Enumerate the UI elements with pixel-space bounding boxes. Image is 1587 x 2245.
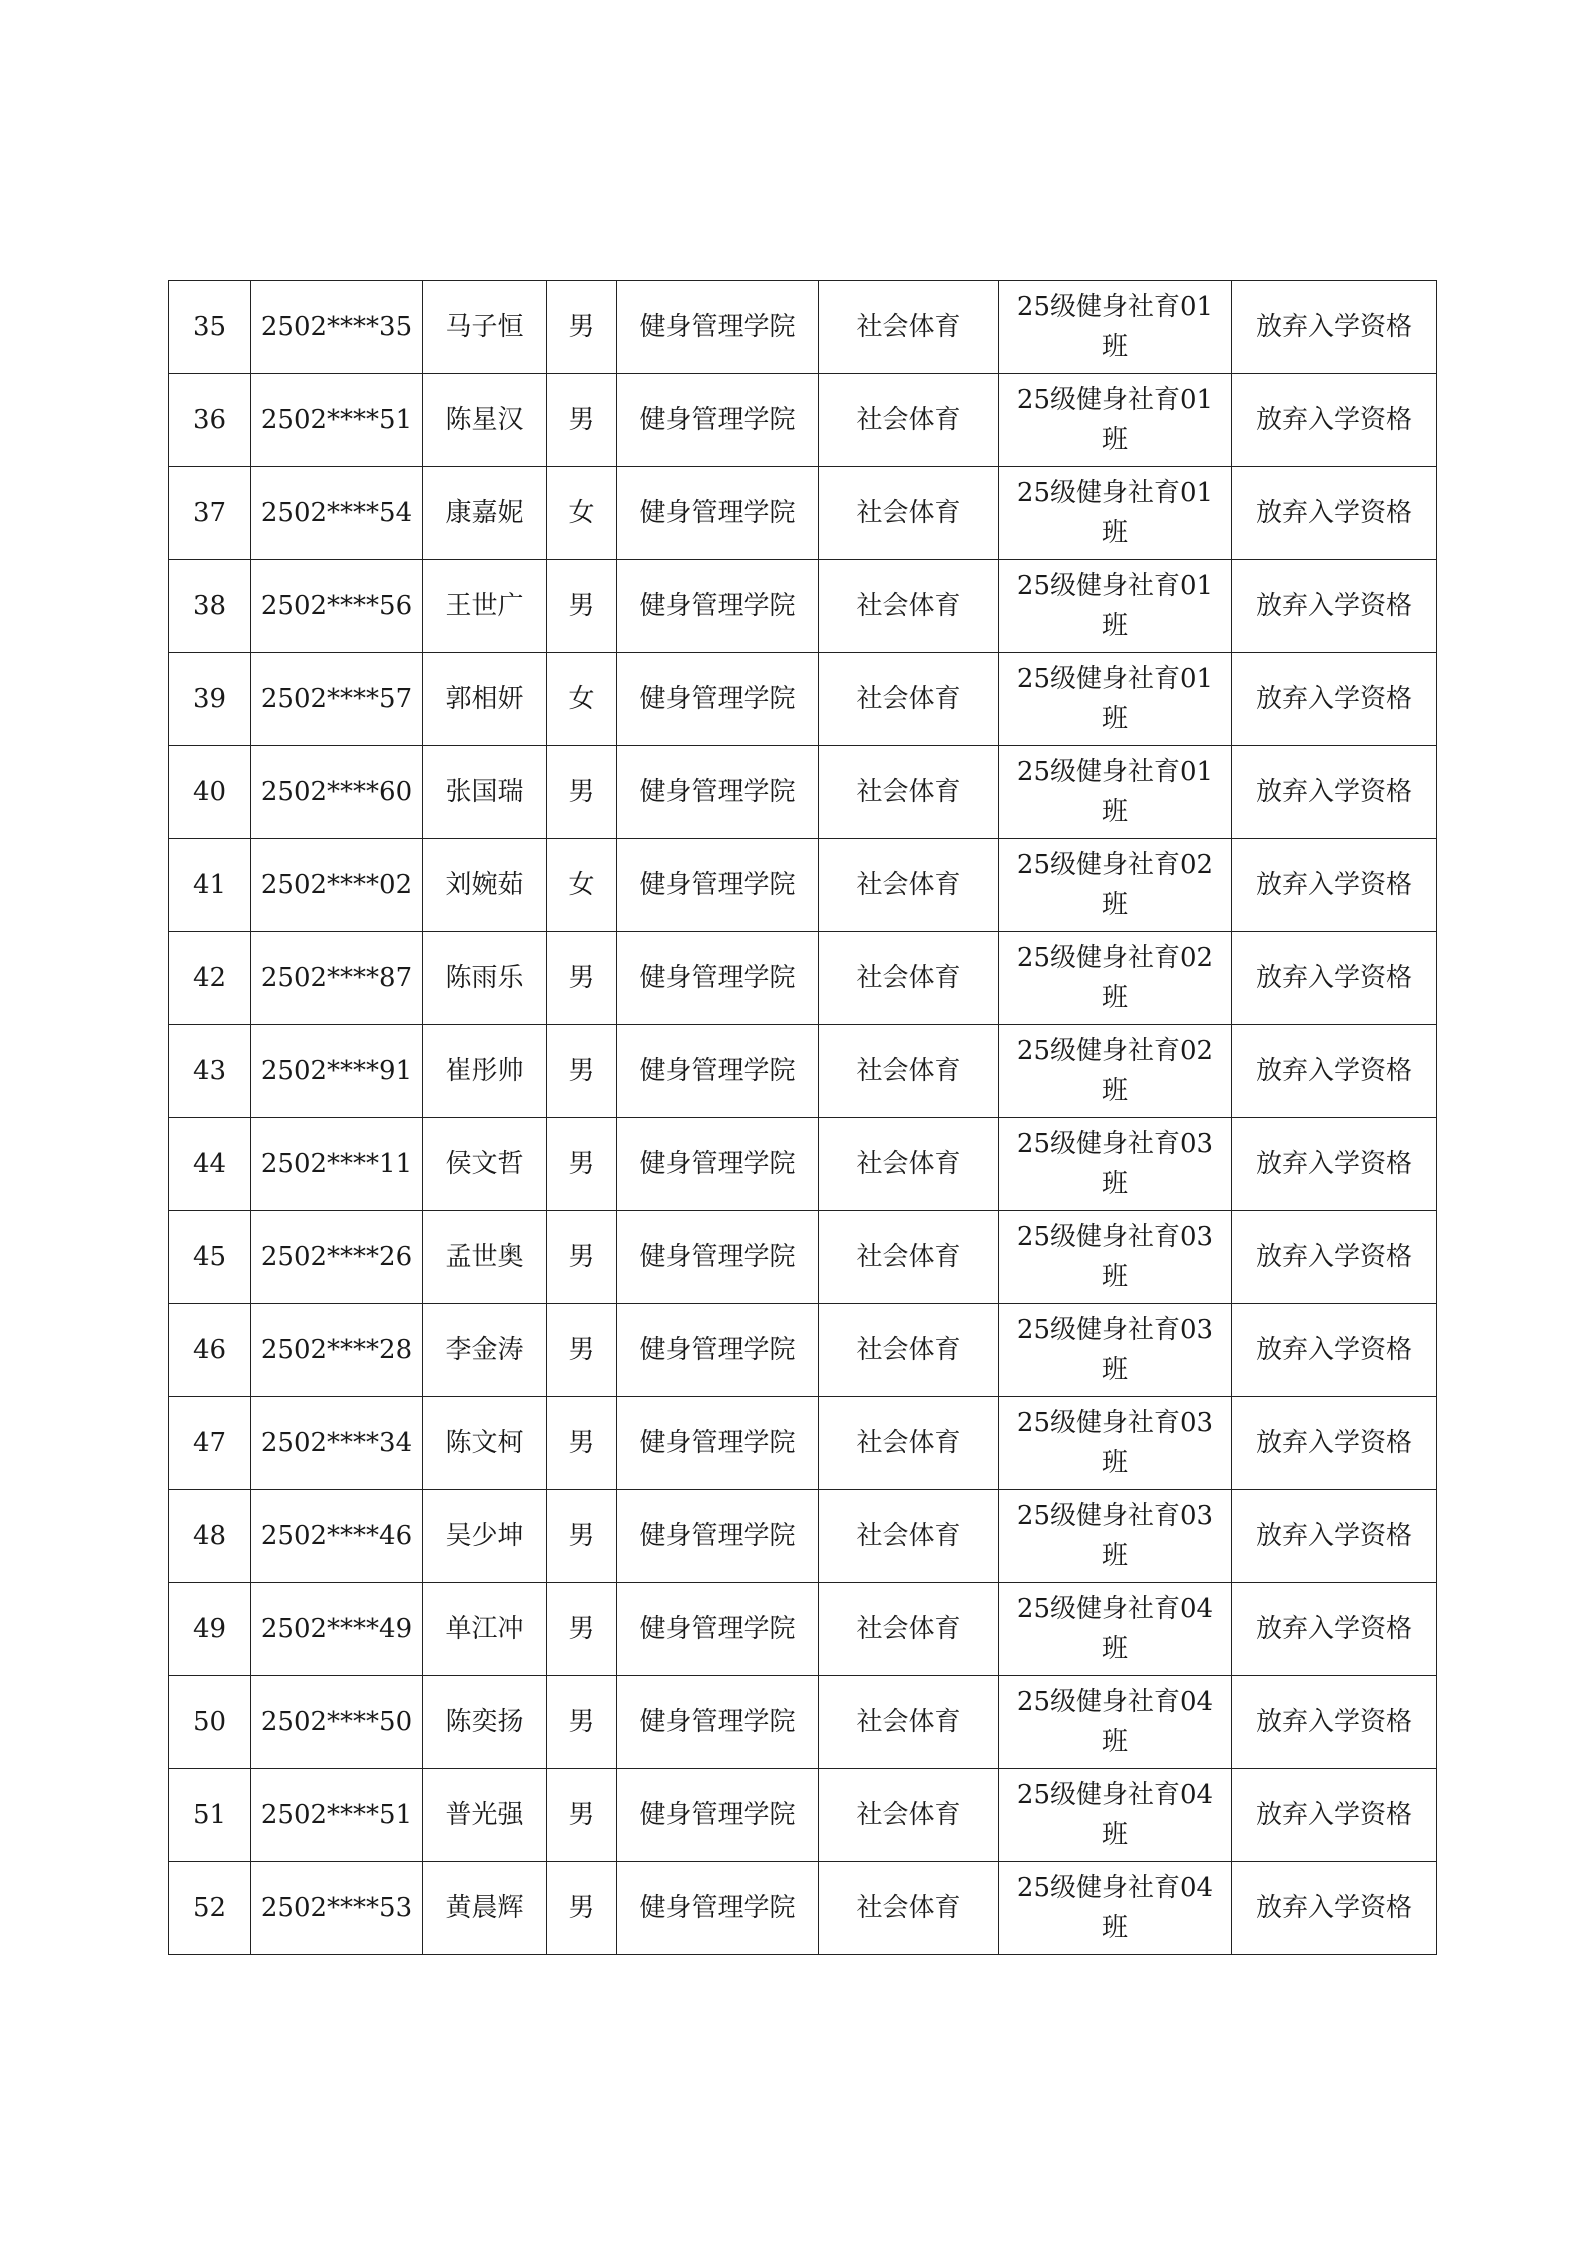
college-cell: 健身管理学院 [617,560,819,653]
gender-cell: 男 [547,281,617,374]
table-row [169,467,1437,560]
table-row [169,1769,1437,1862]
major-cell: 社会体育 [819,1676,999,1769]
gender-cell: 男 [547,374,617,467]
row-number-cell: 37 [169,467,251,560]
gender-cell: 女 [547,467,617,560]
student-name-cell: 李金涛 [423,1304,547,1397]
status-cell: 放弃入学资格 [1232,1118,1437,1211]
status-cell: 放弃入学资格 [1232,932,1437,1025]
status-cell: 放弃入学资格 [1232,281,1437,374]
college-cell: 健身管理学院 [617,1304,819,1397]
major-cell: 社会体育 [819,932,999,1025]
status-cell: 放弃入学资格 [1232,746,1437,839]
class-cell: 25级健身社育01班 [999,467,1232,560]
gender-cell: 男 [547,932,617,1025]
college-cell: 健身管理学院 [617,1211,819,1304]
class-cell: 25级健身社育02班 [999,1025,1232,1118]
class-cell: 25级健身社育01班 [999,746,1232,839]
major-cell: 社会体育 [819,1211,999,1304]
student-table [168,280,1437,1955]
gender-cell: 男 [547,1862,617,1955]
row-number-cell: 47 [169,1397,251,1490]
college-cell: 健身管理学院 [617,1397,819,1490]
college-cell: 健身管理学院 [617,1583,819,1676]
student-id-cell: 2502****51 [251,1769,423,1862]
college-cell: 健身管理学院 [617,374,819,467]
class-cell: 25级健身社育02班 [999,932,1232,1025]
student-name-cell: 马子恒 [423,281,547,374]
status-cell: 放弃入学资格 [1232,653,1437,746]
student-id-cell: 2502****54 [251,467,423,560]
table-row [169,653,1437,746]
row-number-cell: 48 [169,1490,251,1583]
college-cell: 健身管理学院 [617,467,819,560]
college-cell: 健身管理学院 [617,653,819,746]
class-cell: 25级健身社育03班 [999,1118,1232,1211]
table-row [169,1211,1437,1304]
student-name-cell: 侯文哲 [423,1118,547,1211]
major-cell: 社会体育 [819,1583,999,1676]
major-cell: 社会体育 [819,653,999,746]
student-id-cell: 2502****87 [251,932,423,1025]
gender-cell: 男 [547,1676,617,1769]
student-id-cell: 2502****51 [251,374,423,467]
status-cell: 放弃入学资格 [1232,467,1437,560]
status-cell: 放弃入学资格 [1232,839,1437,932]
major-cell: 社会体育 [819,1304,999,1397]
class-cell: 25级健身社育03班 [999,1211,1232,1304]
student-name-cell: 普光强 [423,1769,547,1862]
table-row [169,560,1437,653]
table-row [169,839,1437,932]
status-cell: 放弃入学资格 [1232,1025,1437,1118]
college-cell: 健身管理学院 [617,746,819,839]
student-id-cell: 2502****34 [251,1397,423,1490]
table-row [169,1862,1437,1955]
class-cell: 25级健身社育03班 [999,1490,1232,1583]
major-cell: 社会体育 [819,560,999,653]
major-cell: 社会体育 [819,1025,999,1118]
college-cell: 健身管理学院 [617,932,819,1025]
student-id-cell: 2502****26 [251,1211,423,1304]
status-cell: 放弃入学资格 [1232,1211,1437,1304]
status-cell: 放弃入学资格 [1232,374,1437,467]
student-name-cell: 陈文柯 [423,1397,547,1490]
row-number-cell: 52 [169,1862,251,1955]
gender-cell: 男 [547,746,617,839]
student-id-cell: 2502****11 [251,1118,423,1211]
class-cell: 25级健身社育01班 [999,653,1232,746]
student-name-cell: 孟世奥 [423,1211,547,1304]
status-cell: 放弃入学资格 [1232,1769,1437,1862]
major-cell: 社会体育 [819,281,999,374]
class-cell: 25级健身社育02班 [999,839,1232,932]
student-id-cell: 2502****53 [251,1862,423,1955]
college-cell: 健身管理学院 [617,281,819,374]
student-name-cell: 郭相妍 [423,653,547,746]
student-id-cell: 2502****28 [251,1304,423,1397]
status-cell: 放弃入学资格 [1232,1676,1437,1769]
row-number-cell: 42 [169,932,251,1025]
status-cell: 放弃入学资格 [1232,1490,1437,1583]
row-number-cell: 44 [169,1118,251,1211]
table-row [169,1676,1437,1769]
student-name-cell: 刘婉茹 [423,839,547,932]
student-id-cell: 2502****60 [251,746,423,839]
status-cell: 放弃入学资格 [1232,1862,1437,1955]
table-row [169,1025,1437,1118]
class-cell: 25级健身社育01班 [999,374,1232,467]
class-cell: 25级健身社育03班 [999,1304,1232,1397]
college-cell: 健身管理学院 [617,1862,819,1955]
major-cell: 社会体育 [819,1769,999,1862]
table-row [169,1304,1437,1397]
table-row [169,746,1437,839]
student-id-cell: 2502****56 [251,560,423,653]
table-row [169,1397,1437,1490]
major-cell: 社会体育 [819,746,999,839]
gender-cell: 男 [547,1769,617,1862]
gender-cell: 男 [547,1304,617,1397]
major-cell: 社会体育 [819,1397,999,1490]
gender-cell: 男 [547,1211,617,1304]
status-cell: 放弃入学资格 [1232,1583,1437,1676]
class-cell: 25级健身社育03班 [999,1397,1232,1490]
college-cell: 健身管理学院 [617,1025,819,1118]
student-name-cell: 张国瑞 [423,746,547,839]
major-cell: 社会体育 [819,1118,999,1211]
gender-cell: 女 [547,653,617,746]
college-cell: 健身管理学院 [617,1769,819,1862]
class-cell: 25级健身社育04班 [999,1583,1232,1676]
row-number-cell: 45 [169,1211,251,1304]
student-name-cell: 陈奕扬 [423,1676,547,1769]
student-id-cell: 2502****02 [251,839,423,932]
gender-cell: 男 [547,1118,617,1211]
gender-cell: 男 [547,1583,617,1676]
major-cell: 社会体育 [819,1490,999,1583]
student-name-cell: 崔彤帅 [423,1025,547,1118]
row-number-cell: 41 [169,839,251,932]
student-name-cell: 陈雨乐 [423,932,547,1025]
class-cell: 25级健身社育04班 [999,1769,1232,1862]
status-cell: 放弃入学资格 [1232,1397,1437,1490]
gender-cell: 男 [547,560,617,653]
row-number-cell: 43 [169,1025,251,1118]
row-number-cell: 50 [169,1676,251,1769]
student-id-cell: 2502****50 [251,1676,423,1769]
gender-cell: 女 [547,839,617,932]
class-cell: 25级健身社育04班 [999,1676,1232,1769]
class-cell: 25级健身社育01班 [999,281,1232,374]
row-number-cell: 49 [169,1583,251,1676]
college-cell: 健身管理学院 [617,1118,819,1211]
table-row [169,1118,1437,1211]
college-cell: 健身管理学院 [617,839,819,932]
student-id-cell: 2502****49 [251,1583,423,1676]
student-name-cell: 陈星汉 [423,374,547,467]
student-name-cell: 黄晨辉 [423,1862,547,1955]
row-number-cell: 35 [169,281,251,374]
major-cell: 社会体育 [819,839,999,932]
student-name-cell: 单江冲 [423,1583,547,1676]
class-cell: 25级健身社育04班 [999,1862,1232,1955]
student-id-cell: 2502****57 [251,653,423,746]
row-number-cell: 39 [169,653,251,746]
status-cell: 放弃入学资格 [1232,560,1437,653]
student-name-cell: 王世广 [423,560,547,653]
student-table-body [169,281,1437,1955]
table-row [169,932,1437,1025]
row-number-cell: 38 [169,560,251,653]
gender-cell: 男 [547,1025,617,1118]
gender-cell: 男 [547,1490,617,1583]
student-id-cell: 2502****46 [251,1490,423,1583]
college-cell: 健身管理学院 [617,1490,819,1583]
row-number-cell: 40 [169,746,251,839]
table-row [169,281,1437,374]
table-row [169,1490,1437,1583]
row-number-cell: 36 [169,374,251,467]
student-name-cell: 康嘉妮 [423,467,547,560]
row-number-cell: 46 [169,1304,251,1397]
student-id-cell: 2502****91 [251,1025,423,1118]
table-row [169,374,1437,467]
row-number-cell: 51 [169,1769,251,1862]
table-row [169,1583,1437,1676]
major-cell: 社会体育 [819,374,999,467]
major-cell: 社会体育 [819,1862,999,1955]
class-cell: 25级健身社育01班 [999,560,1232,653]
major-cell: 社会体育 [819,467,999,560]
student-id-cell: 2502****35 [251,281,423,374]
status-cell: 放弃入学资格 [1232,1304,1437,1397]
student-name-cell: 吴少坤 [423,1490,547,1583]
gender-cell: 男 [547,1397,617,1490]
college-cell: 健身管理学院 [617,1676,819,1769]
